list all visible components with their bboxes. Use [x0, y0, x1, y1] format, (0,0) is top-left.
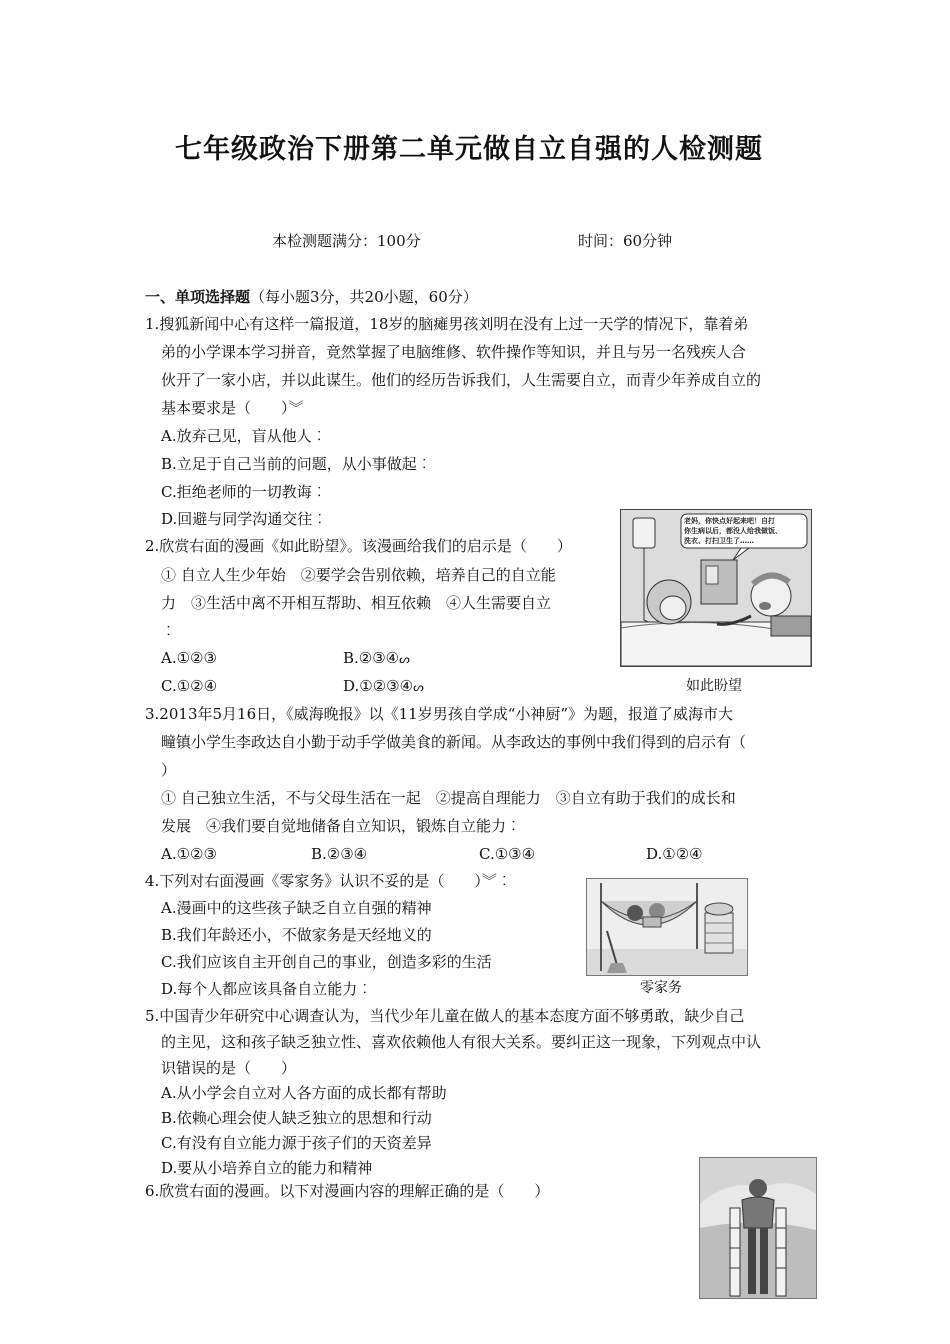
q1-line: 伙开了一家小店，并以此谋生。他们的经历告诉我们，人生需要自立，而青少年养成自立的	[161, 371, 762, 389]
q3-line: 3.2013年5月16日，《威海晚报》以《11岁男孩自学成“小神厨”》为题，报道了威海市大	[145, 705, 734, 723]
page-title: 七年级政治下册第二单元做自立自强的人检测题	[175, 134, 763, 165]
cartoon-caption-lingjiawu: 零家务	[640, 980, 682, 996]
bubble-line: 你生病以后，都没人给我做饭、	[684, 527, 782, 535]
q1-option-b: B.立足于自己当前的问题，从小事做起︰	[161, 455, 432, 473]
q4-option-a: A.漫画中的这些孩子缺乏自立自强的精神	[161, 899, 432, 917]
q1-line: 弟的小学课本学习拼音，竟然掌握了电脑维修、软件操作等知识，并且与另一名残疾人合	[161, 343, 747, 361]
q4-option-d: D.每个人都应该具备自立能力︰	[161, 980, 373, 998]
section-note: （每小题3分，共20小题，60分）	[250, 288, 478, 306]
q3-option-b: B.②③④	[311, 845, 368, 863]
cartoon-hospital-image	[620, 509, 812, 667]
q6-line: 6.欣赏右面的漫画。以下对漫画内容的理解正确的是（ ）	[145, 1182, 550, 1200]
q3-line: 疃镇小学生李政达自小勤于动手学做美食的新闻。从李政达的事例中我们得到的启示有（	[161, 733, 747, 751]
q1-line: 基本要求是（ ）︾	[161, 399, 304, 417]
q4-line: 4.下列对右面漫画《零家务》认识不妥的是（ ）︾︰	[145, 872, 512, 890]
q3-option-a: A.①②③	[161, 845, 217, 863]
scribble-mark-icon: ᔕ	[413, 680, 424, 694]
q3-option-c: C.①③④	[479, 845, 536, 863]
section-title: 一、单项选择题	[145, 288, 251, 306]
q2-option-a: A.①②③	[161, 649, 217, 667]
q3-line: ① 自己独立生活，不与父母生活在一起 ②提高自理能力 ③自立有助于我们的成长和	[161, 789, 736, 807]
cartoon-crutches-image	[699, 1157, 817, 1299]
cartoon-zero-housework-image	[586, 878, 748, 976]
cartoon-speech-bubble	[684, 516, 806, 546]
bubble-line: 洗衣、打扫卫生了……	[684, 537, 754, 545]
q2-line: 力 ③生活中离不开相互帮助、相互依赖 ④人生需要自立	[161, 594, 552, 612]
q1-option-a: A.放弃己见，盲从他人︰	[161, 427, 327, 445]
q4-option-b: B.我们年龄还小，不做家务是天经地义的	[161, 926, 432, 944]
q2-line: ︰	[161, 622, 177, 640]
q1-line: 1.搜狐新闻中心有这样一篇报道，18岁的脑瘫男孩刘明在没有上过一天学的情况下，靠着弟	[145, 315, 749, 333]
time-label: 时间：60分钟	[578, 232, 673, 250]
q2-option-b-text: B.②③④	[343, 649, 400, 667]
q2-line: ① 自立人生少年始 ②要学会告别依赖，培养自己的自立能	[161, 566, 556, 584]
q3-line: ）	[161, 761, 177, 779]
q5-line: 5.中国青少年研究中心调查认为，当代少年儿童在做人的基本态度方面不够勇敢，缺少自己	[145, 1007, 745, 1025]
q3-option-d: D.①②④	[646, 845, 703, 863]
q2-option-b	[343, 648, 410, 669]
section-heading	[145, 287, 478, 307]
cartoon-caption-rucipanwang: 如此盼望	[686, 678, 742, 694]
q2-option-c: C.①②④	[161, 677, 218, 695]
q2-option-d-text: D.①②③④	[343, 677, 414, 695]
q5-option-b: B.依赖心理会使人缺乏独立的思想和行动	[161, 1109, 432, 1127]
q5-option-d: D.要从小培养自立的能力和精神	[161, 1159, 373, 1177]
q3-line: 发展 ④我们要自觉地储备自立知识，锻炼自立能力︰	[161, 817, 522, 835]
q5-line: 的主见，这和孩子缺乏独立性、喜欢依赖他人有很大关系。要纠正这一现象，下列观点中认	[161, 1033, 762, 1051]
q1-option-c: C.拒绝老师的一切教诲︰	[161, 483, 327, 501]
scribble-mark-icon: ᔕ	[399, 652, 410, 666]
q1-option-d: D.回避与同学沟通交往︰	[161, 510, 328, 528]
q2-line: 2.欣赏右面的漫画《如此盼望》。该漫画给我们的启示是（ ）	[145, 537, 572, 555]
q2-option-d	[343, 676, 424, 697]
bubble-line: 老妈，你快点好起来吧！自打	[684, 517, 775, 525]
q5-line: 识错误的是（ ）	[161, 1059, 297, 1077]
full-score-label: 本检测题满分：100分	[272, 232, 421, 250]
q5-option-a: A.从小学会自立对人各方面的成长都有帮助	[161, 1084, 447, 1102]
q5-option-c: C.有没有自立能力源于孩子们的天资差异	[161, 1134, 432, 1152]
q4-option-c: C.我们应该自主开创自己的事业，创造多彩的生活	[161, 953, 492, 971]
